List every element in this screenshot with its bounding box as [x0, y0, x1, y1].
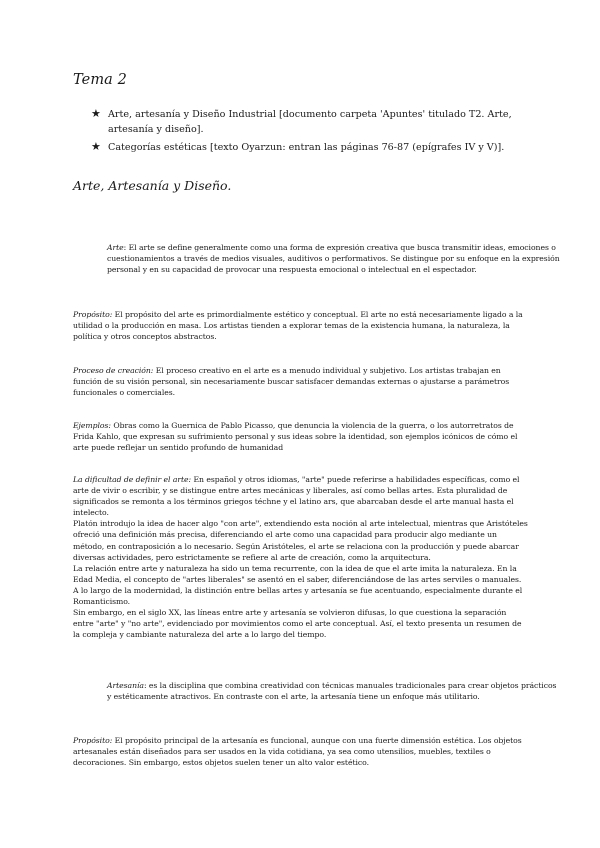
- paragraph-proceso: [73, 365, 529, 398]
- paragraph-dificultad: [73, 474, 529, 640]
- list-item: [91, 141, 531, 156]
- paragraph-text: El proceso creativo en el arte es a menudo individual y subjetivo. Los artistas trabajan en función de su visión personal, sin necesariamente buscar satisfacer demandas externas o ajustarse a parámetros funcionales o comerciales.: [73, 366, 510, 398]
- bullet-list: [91, 108, 531, 160]
- paragraph-text: La relación entre arte y naturaleza ha sido un tema recurrente, con la idea de que el arte imita la naturaleza. En la Edad Media, el concepto de "artes liberales" se asentó en el saber, diferenciándose de las artes serviles o manuales. A lo largo de la modernidad, la distinción entre bellas artes y artesanía se fue acentuando, especialmente durante el Romanticismo.: [73, 563, 523, 607]
- paragraph-text: El propósito principal de la artesanía es funcional, aunque con una fuerte dimensión estética. Los objetos artesanales están diseñados para ser usados en la vida cotidiana, ya sea como utensilios, muebles, textiles o decoraciones. Sin embargo, estos objetos suelen tener un alto valor estético.: [73, 736, 522, 768]
- paragraph-artesania: [73, 680, 563, 702]
- term-label: Ejemplos:: [73, 421, 111, 430]
- paragraph-text: : es la disciplina que combina creatividad con técnicas manuales tradicionales para crear objetos prácticos y estéticamente atractivos. En contraste con el arte, la artesanía tiene un enfoque más utilitario.: [107, 681, 557, 702]
- term-label: Artesanía: [107, 681, 144, 690]
- paragraph-ejemplos: [73, 420, 529, 453]
- term-label: Arte: [107, 243, 124, 252]
- term-label: Propósito:: [73, 310, 113, 319]
- term-label: La dificultad de definir el arte:: [73, 475, 192, 484]
- paragraph-text: Obras como la Guernica de Pablo Picasso, que denuncia la violencia de la guerra, o los autorretratos de Frida Kahlo, que expresan su sufrimiento personal y sus ideas sobre la identidad, son ejemplos icónicos de cómo el arte puede reflejar un sentido profundo de humanidad: [73, 421, 518, 453]
- list-item: [91, 108, 531, 137]
- paragraph-proposito-artesania: [73, 735, 529, 768]
- paragraph-arte: [73, 242, 563, 275]
- term-label: Propósito:: [73, 736, 113, 745]
- paragraph-text: Platón introdujo la idea de hacer algo "con arte", extendiendo esta noción al arte intelectual, mientras que Aristóteles ofreció una definición más precisa, diferenciando el arte como una capacidad para producir algo mediante un método, en contraposición a lo necesario. Según Aristóteles, el arte se relaciona con la producción y puede abarcar diversas actividades, pero estrictamente se refiere al arte de creación, como la arquitectura.: [73, 519, 528, 562]
- bullet-text: Categorías estéticas [texto Oyarzun: entran las páginas 76-87 (epígrafes IV y V)].: [108, 142, 505, 153]
- paragraph-text: : El arte se define generalmente como una forma de expresión creativa que busca transmitir ideas, emociones o cuestionamientos a través de medios visuales, auditivos o performativos. Se distingue por su enfoque en la expresión personal y en su capacidad de provocar una respuesta emocional o intelectual en el espectador.: [107, 243, 560, 275]
- star-icon: ★: [91, 140, 101, 153]
- term-label: Proceso de creación:: [73, 366, 154, 375]
- paragraph-text: Sin embargo, en el siglo XX, las líneas entre arte y artesanía se volvieron difusas, lo que cuestiona la separación entre "arte" y "no arte", evidenciado por movimientos como el arte conceptual. Así, el texto presenta un resumen de la compleja y cambiante naturaleza del arte a lo largo del tiempo.: [73, 608, 522, 640]
- paragraph-proposito: [73, 309, 529, 342]
- section-title: Arte, Artesanía y Diseño.: [73, 178, 232, 193]
- star-icon: ★: [91, 107, 101, 120]
- bullet-text: Arte, artesanía y Diseño Industrial [documento carpeta 'Apuntes' titulado T2. Arte, artesanía y diseño].: [108, 109, 512, 135]
- paragraph-text: En español y otros idiomas, "arte" puede referirse a habilidades específicas, como el arte de vivir o escribir, y se distingue entre artes mecánicas y liberales, así como bellas artes. Esta pluralidad de significados se remonta a los términos griegos téchne y el latino ars, que abarcaban desde el arte manual hasta el intelecto.: [73, 475, 520, 518]
- topic-title: Tema 2: [73, 72, 127, 88]
- paragraph-text: El propósito del arte es primordialmente estético y conceptual. El arte no está necesariamente ligado a la utilidad o la producción en masa. Los artistas tienden a explorar temas de la existencia humana, la naturaleza, la política y otros conceptos abstractos.: [73, 310, 523, 342]
